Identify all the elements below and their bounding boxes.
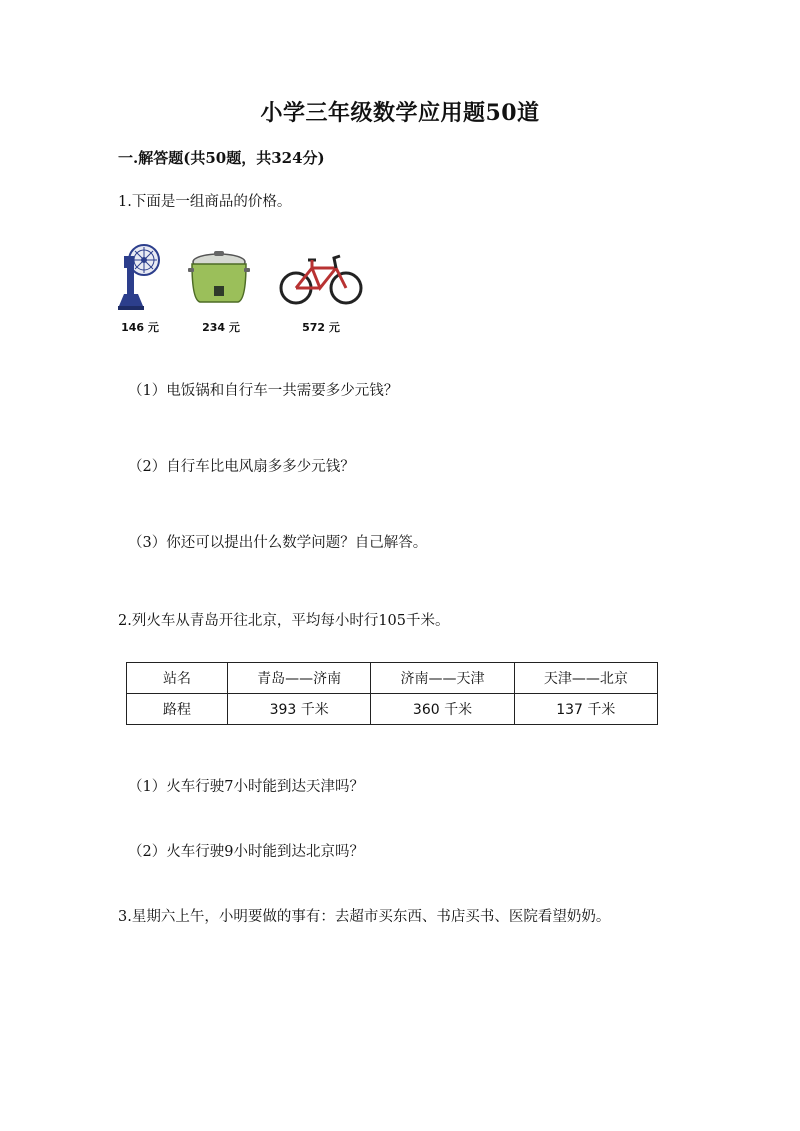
question-2-sub-2: （2）火车行驶9小时能到达北京吗？ xyxy=(128,844,364,860)
cooker-price: 234 元 xyxy=(202,321,240,334)
table-header-row xyxy=(127,663,658,694)
table-cell: 天津——北京 xyxy=(514,663,657,694)
section-heading: 一.解答题(共50题，共324分) xyxy=(118,149,325,167)
table-cell: 站名 xyxy=(127,663,228,694)
table-row xyxy=(127,694,658,725)
question-1-sub-3: （3）你还可以提出什么数学问题？自己解答。 xyxy=(128,535,428,551)
table-cell: 青岛——济南 xyxy=(228,663,371,694)
bike-price: 572 元 xyxy=(302,321,340,334)
question-1-sub-2: （2）自行车比电风扇多多少元钱？ xyxy=(128,459,355,475)
question-3-text: 3.星期六上午，小明要做的事有：去超市买东西、书店买书、医院看望奶奶。 xyxy=(118,909,611,925)
table-cell: 137 千米 xyxy=(514,694,657,725)
distance-table xyxy=(126,662,658,725)
table-cell: 393 千米 xyxy=(228,694,371,725)
question-1-sub-1: （1）电饭锅和自行车一共需要多少元钱？ xyxy=(128,383,399,399)
table-cell: 360 千米 xyxy=(371,694,514,725)
electric-fan-icon xyxy=(116,240,160,312)
table-cell: 济南——天津 xyxy=(371,663,514,694)
bicycle-icon xyxy=(278,252,364,306)
page-title: 小学三年级数学应用题50道 xyxy=(260,100,540,126)
question-2-sub-1: （1）火车行驶7小时能到达天津吗？ xyxy=(128,779,364,795)
fan-price: 146 元 xyxy=(121,321,159,334)
question-2-text: 2.列火车从青岛开往北京，平均每小时行105千米。 xyxy=(118,613,450,629)
table-cell: 路程 xyxy=(127,694,228,725)
question-1-text: 1.下面是一组商品的价格。 xyxy=(118,194,292,210)
rice-cooker-icon xyxy=(186,250,252,306)
